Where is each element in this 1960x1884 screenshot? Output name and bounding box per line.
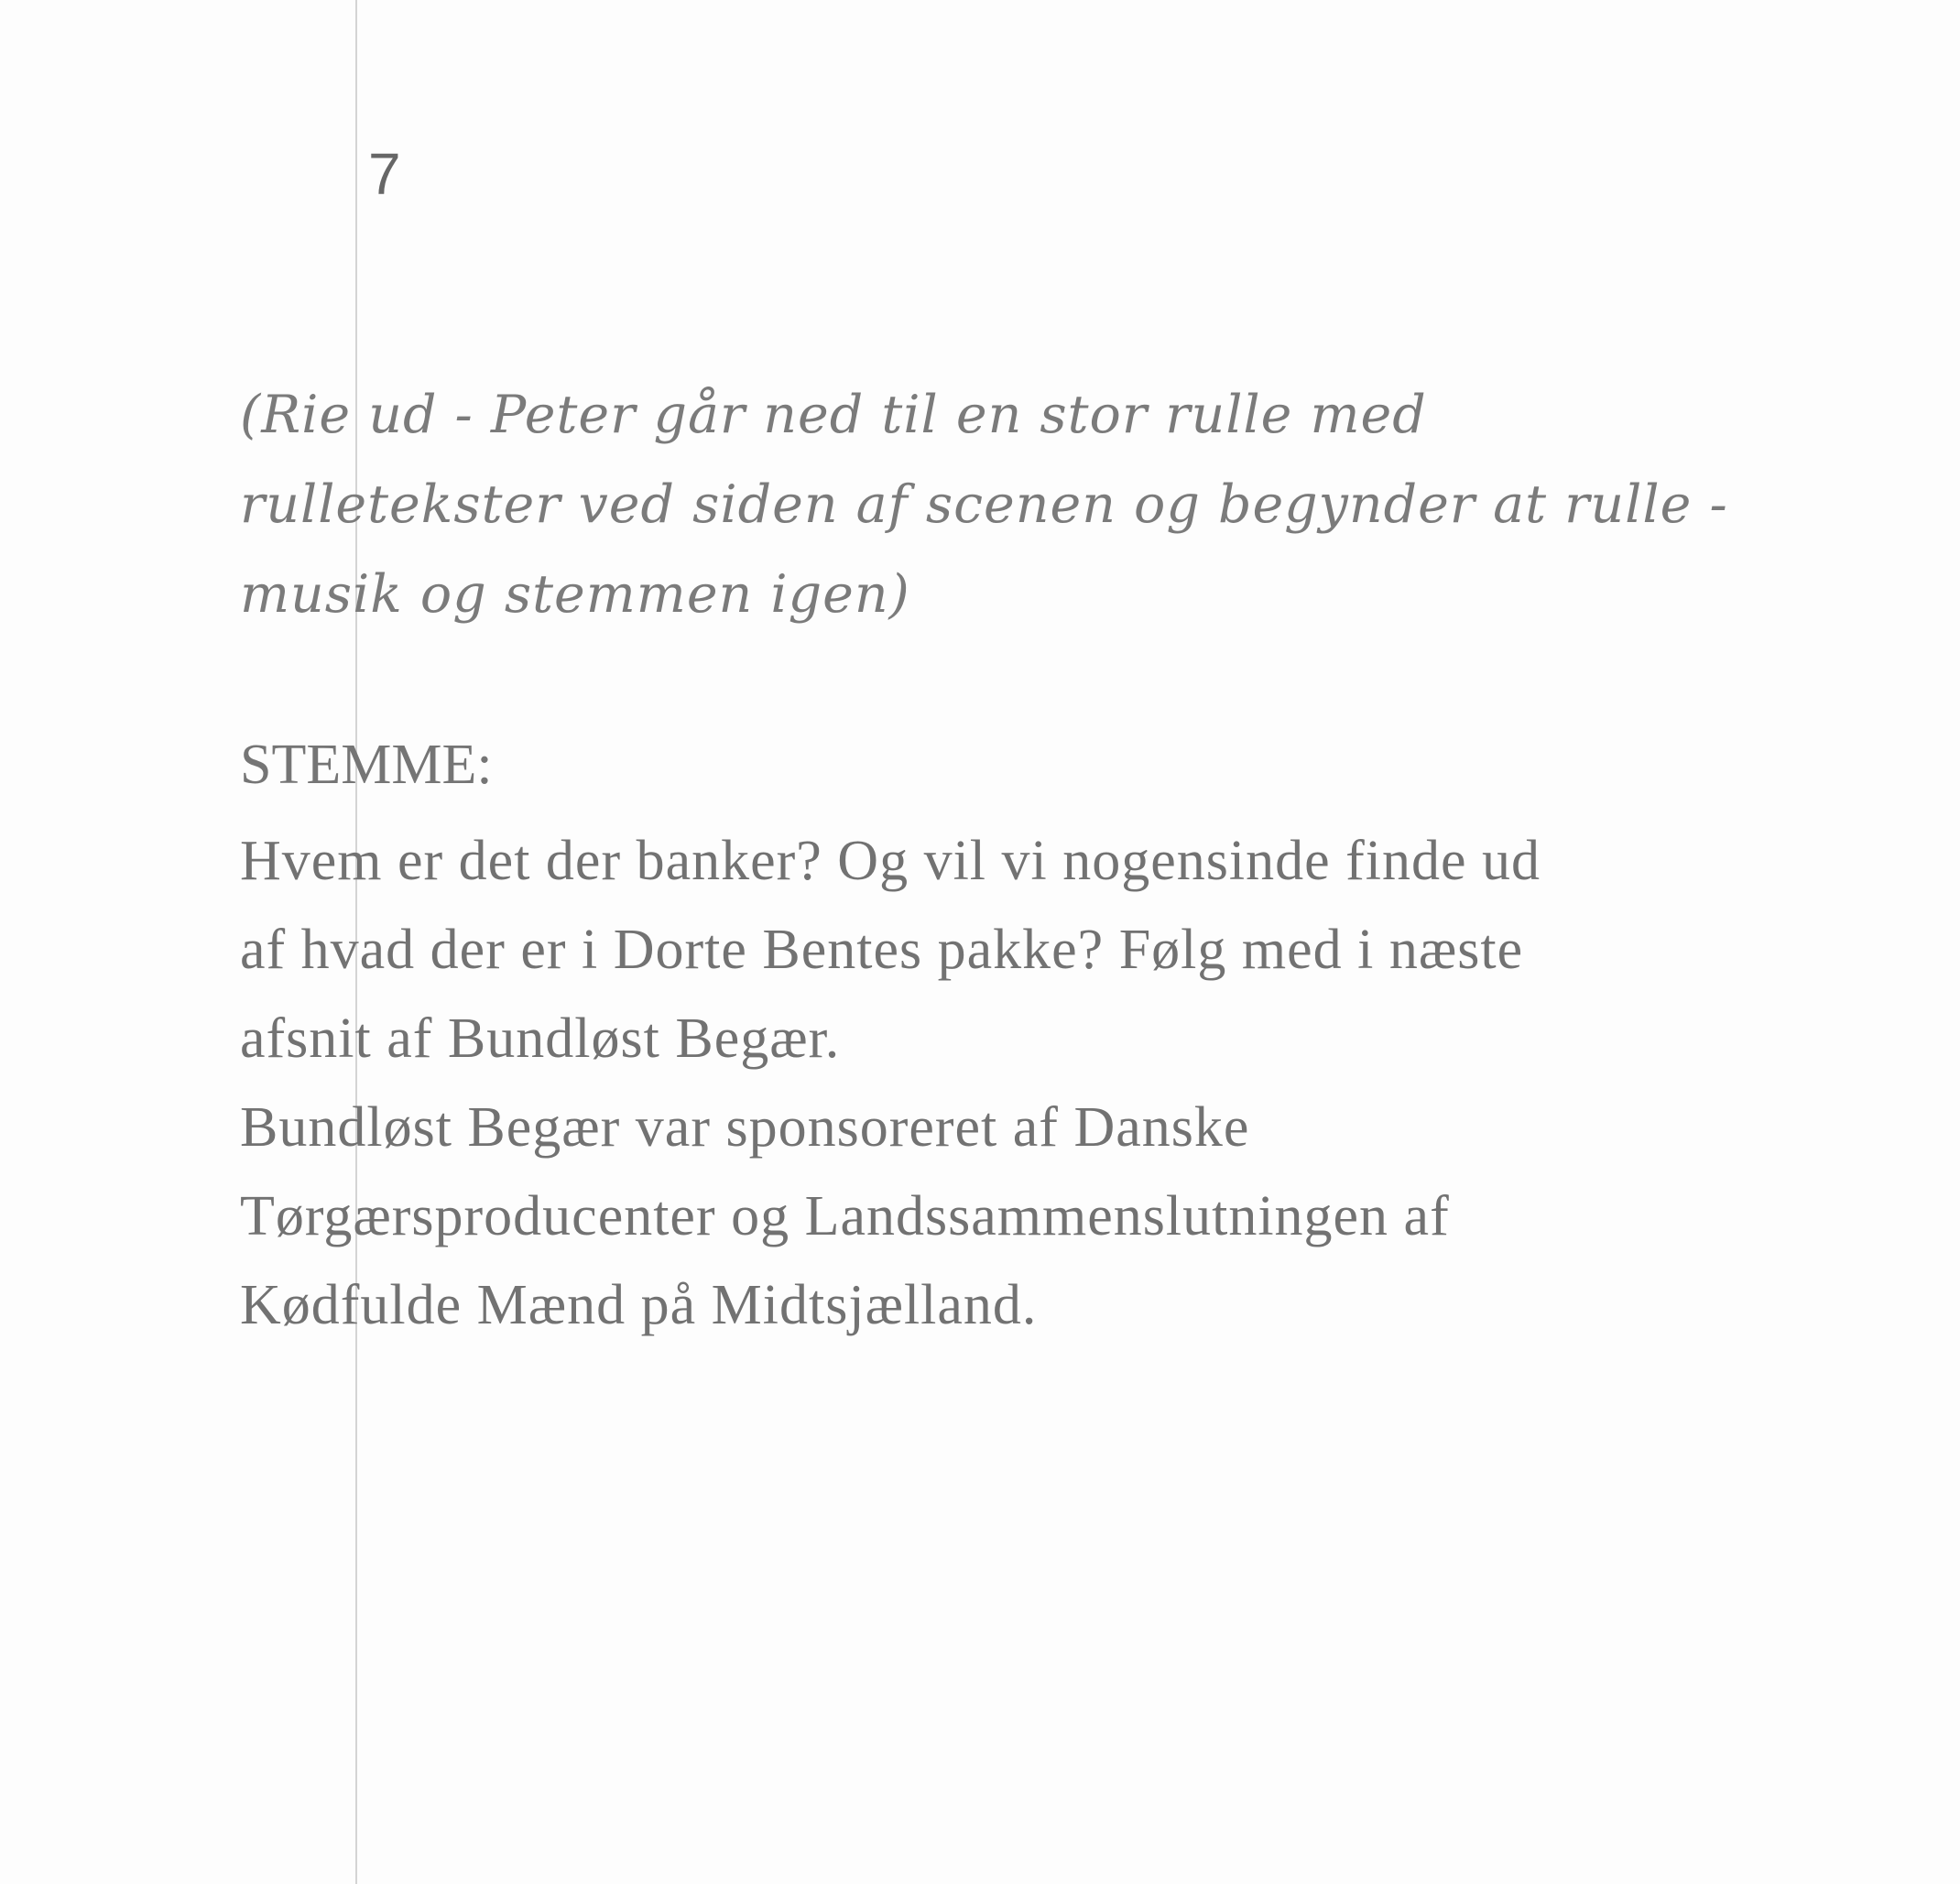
stage-direction-line: musik og stemmen igen): [240, 564, 910, 625]
stage-direction-line: rulletekster ved siden af scenen og begynder at rulle -: [240, 474, 1728, 535]
stage-direction: [240, 370, 1852, 639]
page-number: 7: [368, 141, 401, 207]
dialogue-line: af hvad der er i Dorte Bentes pakke? Følg med i næste: [240, 919, 1524, 981]
dialogue-line: Kødfulde Mænd på Midtsjælland.: [240, 1274, 1038, 1336]
dialogue-text: [240, 817, 1870, 1350]
dialogue-line: Hvem er det der banker? Og vil vi nogensinde finde ud: [240, 830, 1541, 892]
dialogue-line: Bundløst Begær var sponsoreret af Danske: [240, 1096, 1250, 1159]
stage-direction-line: (Rie ud - Peter går ned til en stor rulle med: [240, 385, 1427, 445]
dialogue-line: afsnit af Bundløst Begær.: [240, 1007, 841, 1070]
speaker-label: STEMME:: [240, 734, 493, 796]
dialogue-line: Tørgærsproducenter og Landssammenslutningen af: [240, 1185, 1450, 1247]
